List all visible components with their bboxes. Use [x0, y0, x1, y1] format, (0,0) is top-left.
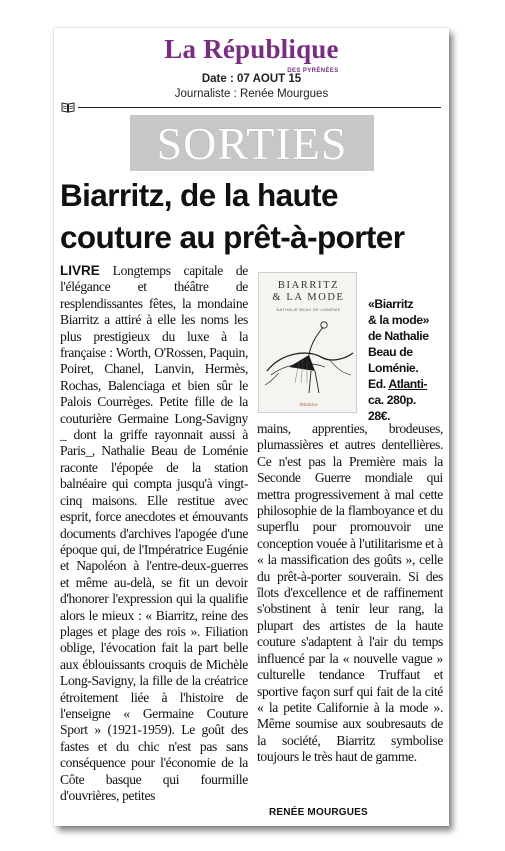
fashion-sketch-illustration [259, 313, 357, 399]
cover-publisher: Atlantica [299, 403, 318, 408]
caption-line: «Biarritz [368, 297, 414, 311]
cover-title-line-2: & LA MODE [272, 292, 345, 303]
article-body-part-2: mains, apprenties, brodeuses, plumassières et autres dentellières. Ce n'est pas la Première mais la Seconde Guerre mondiale qui mettra progressivement à mal cette philosophie de la flamboyance et du superflu pour promouvoir une conception vouée à l'utilitarisme et à « la massification des goûts », celle du prêt-à-porter souverain. Si des îlots d'excellence et de raffinement s'obstinent à tenir leur rang, la plupart des artistes de la haute couture s'adaptent à l'air du temps influencé par la « nouvelle vague » culturelle tendance Truffaut et sportive façon surf qui fait de la cité « la petite Californie à la mode ». Même soumise aux soubresauts de la société, Biarritz symbolise toujours le très haut de gamme. [257, 421, 443, 765]
rubric-label: SORTIES [156, 118, 348, 169]
section-rubric [130, 115, 374, 171]
caption-line: de Nathalie [368, 329, 429, 343]
headline-line-1: Biarritz, de la haute [60, 177, 338, 213]
article-signature: RENÉE MOURGUES [269, 807, 368, 818]
article-column-1 [60, 263, 248, 825]
header-divider [78, 107, 441, 108]
caption-publisher-link[interactable]: Atlanti- [388, 377, 428, 391]
caption-line: ca. 280p. [368, 393, 416, 407]
caption-line: Loménie. [368, 361, 419, 375]
masthead [54, 34, 449, 74]
book-cover [258, 272, 357, 413]
newspaper-clipping [54, 28, 449, 826]
open-book-icon [61, 101, 75, 113]
article-body-part-1: Longtemps capitale de l'élégance et théâtre de resplendissantes fêtes, la mondaine Biarritz a attiré à elle les noms les plus prestigieux du luxe à la française : Worth, O'Rossen, Paquin, Poiret, Chanel, Lanvin, Hermès, Rochas, Balenciaga et bien sûr le Palois Courrèges. Petite fille de la couturière Germaine Long-Savigny _ dont la griffe rayonnait aussi à Paris_, Nathalie Beau de Loménie raconte l'épopée de la station balnéaire qui compta jusqu'à vingt-cinq maisons. Elle restitue avec esprit, force anecdotes et émouvants documents d'archives l'apogée d'une époque qui, de l'Impératrice Eugénie et Napoléon à l'entre-deux-guerres et même au-delà, se fit un devoir d'honorer l'expression qui la qualifie alors le mieux : « Biarritz, reine des plages et plage des rois ». Filiation oblige, l'évocation fait la part belle aux éblouissants croquis de Michèle Long-Savigny, la fille de la créatrice étroitement liée à l'histoire de l'enseigne « Germaine Couture Sport » (1921-1959). Le goût des fastes et du chic n'est pas sans conséquence pour l'économie de la Côte basque qui fourmille d'ouvrières, petites [60, 263, 248, 803]
cover-author: NATHALIE BEAU DE LOMÉNIE [276, 307, 341, 312]
caption-line: & la mode» [368, 313, 430, 327]
caption-line: 28€. [368, 409, 391, 423]
newspaper-subtitle: DES PYRÉNÉES [287, 68, 339, 74]
publication-date: Date : 07 AOUT 15 [201, 73, 302, 85]
book-caption [368, 296, 448, 424]
caption-line [368, 376, 448, 392]
caption-line: Beau de [368, 345, 413, 359]
cover-title-line-1: BIARRITZ [277, 280, 340, 291]
journalist-name: Journaliste : Renée Mourgues [174, 88, 329, 100]
article-column-2 [257, 421, 443, 801]
headline-line-2: couture au prêt-à-porter [60, 219, 405, 255]
article-kicker: LIVRE [60, 263, 100, 278]
newspaper-title: La République [164, 34, 339, 64]
caption-ed: Ed. [368, 377, 386, 391]
newspaper-logo [164, 34, 339, 74]
article-headline [60, 174, 445, 258]
